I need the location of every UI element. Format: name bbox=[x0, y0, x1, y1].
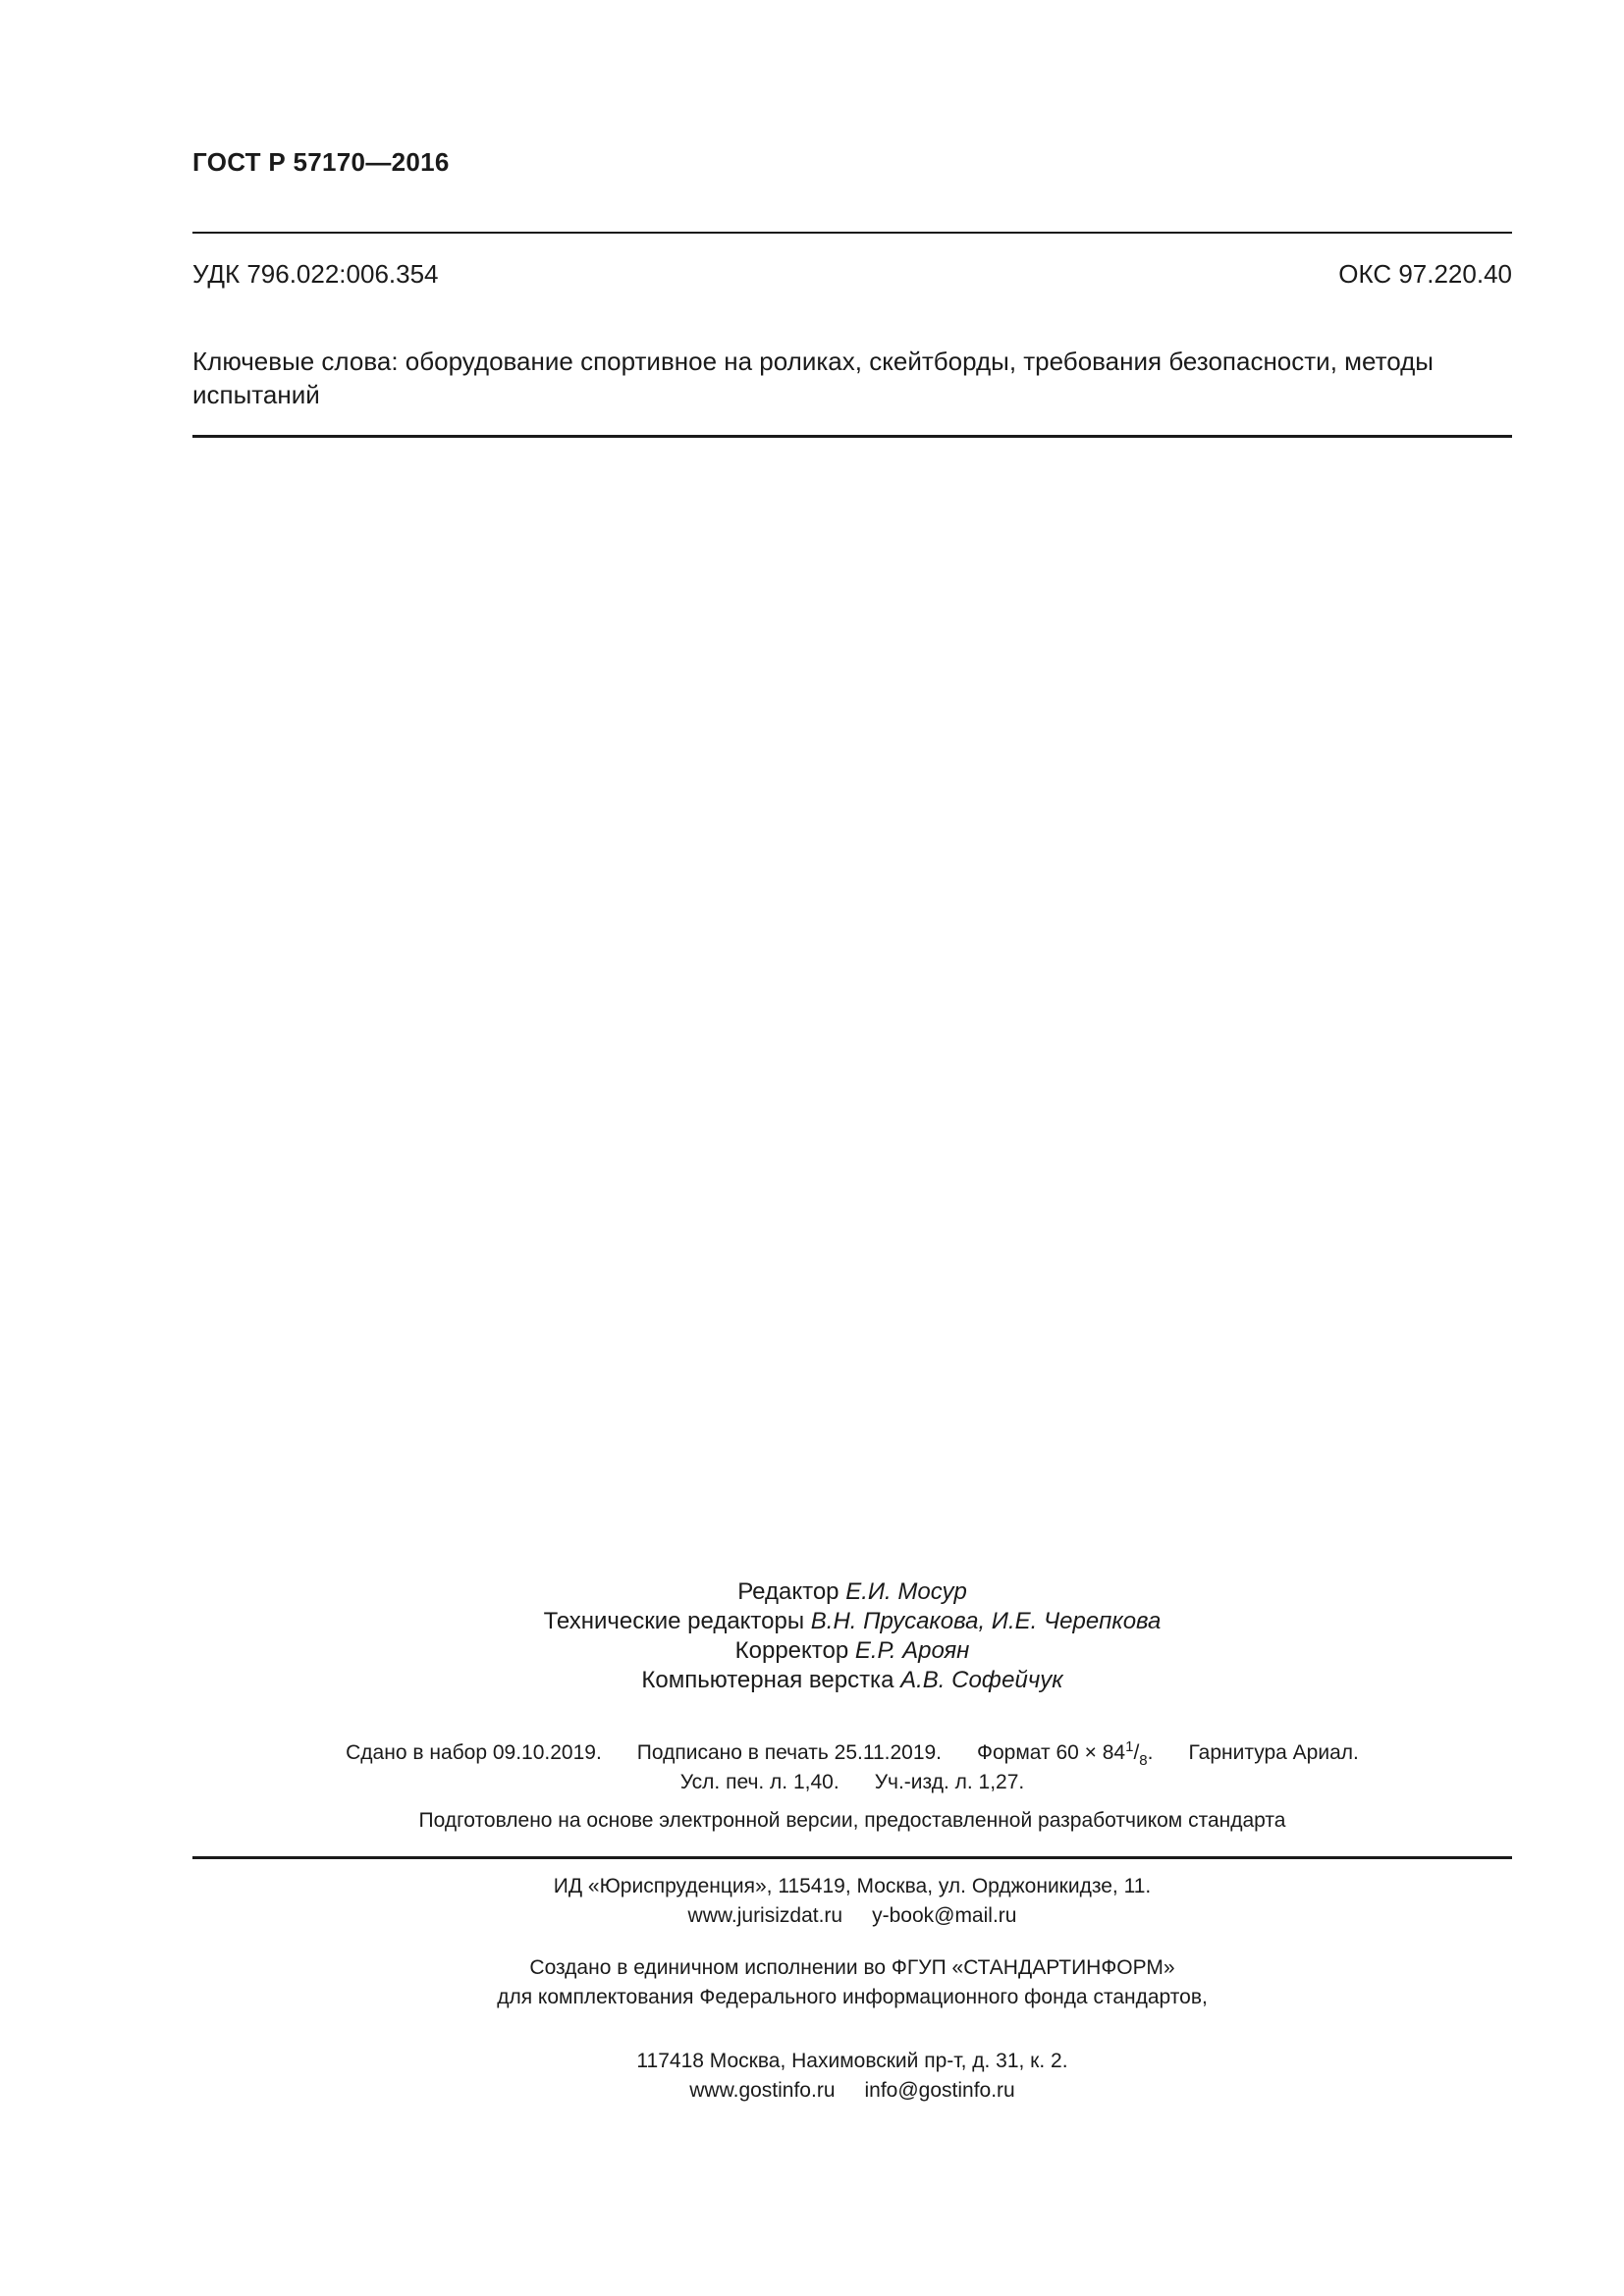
gostinfo-site-link[interactable]: www.gostinfo.ru bbox=[689, 2079, 836, 2102]
publisher-site-link[interactable]: www.jurisizdat.ru bbox=[687, 1904, 843, 1927]
udk-code: УДК 796.022:006.354 bbox=[192, 259, 439, 289]
submitted-date: Сдано в набор 09.10.2019. bbox=[346, 1741, 602, 1764]
layout-line bbox=[192, 1666, 1512, 1695]
corrector-line bbox=[192, 1636, 1512, 1666]
publisher-email-link[interactable]: y-book@mail.ru bbox=[872, 1904, 1017, 1927]
editor-label: Редактор bbox=[737, 1578, 839, 1605]
tech-editors-names: В.Н. Прусакова, И.Е. Черепкова bbox=[810, 1608, 1162, 1634]
paper-format: Формат $60 \times 84^1/_8$. bbox=[977, 1738, 1154, 1769]
publisher-address: ИД «Юриспруденция», 115419, Москва, ул. Орджоникидзе, 11. bbox=[553, 1875, 1152, 1897]
standartinform-contacts bbox=[192, 2076, 1512, 2106]
print-sheets: Усл. печ. л. 1,40. bbox=[679, 1771, 839, 1793]
credits-block bbox=[192, 1577, 1512, 1695]
created-block bbox=[192, 1953, 1512, 2012]
publisher-contacts bbox=[192, 1901, 1512, 1931]
tech-editors-line bbox=[192, 1607, 1512, 1636]
corrector-name: Е.Р. Ароян bbox=[854, 1637, 970, 1664]
editor-line bbox=[192, 1577, 1512, 1607]
typeface: Гарнитура Ариал. bbox=[1188, 1741, 1359, 1764]
publisher-sheets: Уч.-изд. л. 1,27. bbox=[874, 1771, 1025, 1793]
keywords-divider bbox=[192, 435, 1512, 438]
prepared-note: Подготовлено на основе электронной версии, предоставленной разработчиком стандарта bbox=[418, 1809, 1286, 1832]
publication-info bbox=[192, 1738, 1512, 1797]
signed-date: Подписано в печать 25.11.2019. bbox=[636, 1741, 943, 1764]
standartinform-address: 117418 Москва, Нахимовский пр-т, д. 31, к. 2. bbox=[636, 2050, 1068, 2072]
created-line-1: Создано в единичном исполнении во ФГУП «СТАНДАРТИНФОРМ» bbox=[529, 1956, 1175, 1979]
layout-name: А.В. Софейчук bbox=[900, 1667, 1063, 1693]
gostinfo-email-link[interactable]: info@gostinfo.ru bbox=[864, 2079, 1015, 2102]
created-line-2: для комплектования Федерального информационного фонда стандартов, bbox=[497, 1986, 1208, 2008]
document-code: ГОСТ Р 57170—2016 bbox=[192, 147, 450, 177]
publication-row-1 bbox=[192, 1738, 1512, 1768]
oks-code: ОКС 97.220.40 bbox=[1338, 259, 1512, 289]
corrector-label: Корректор bbox=[734, 1637, 849, 1664]
footer-divider bbox=[192, 1856, 1512, 1859]
editor-name: Е.И. Мосур bbox=[845, 1578, 967, 1605]
publisher-block bbox=[192, 1872, 1512, 1931]
top-divider bbox=[192, 232, 1512, 234]
keywords: Ключевые слова: оборудование спортивное на роликах, скейтборды, требования безопасности, методы испытаний bbox=[192, 347, 1434, 409]
publication-row-2 bbox=[192, 1768, 1512, 1797]
tech-editors-label: Технические редакторы bbox=[543, 1608, 805, 1634]
standartinform-block bbox=[192, 2047, 1512, 2106]
layout-label: Компьютерная верстка bbox=[641, 1667, 894, 1693]
